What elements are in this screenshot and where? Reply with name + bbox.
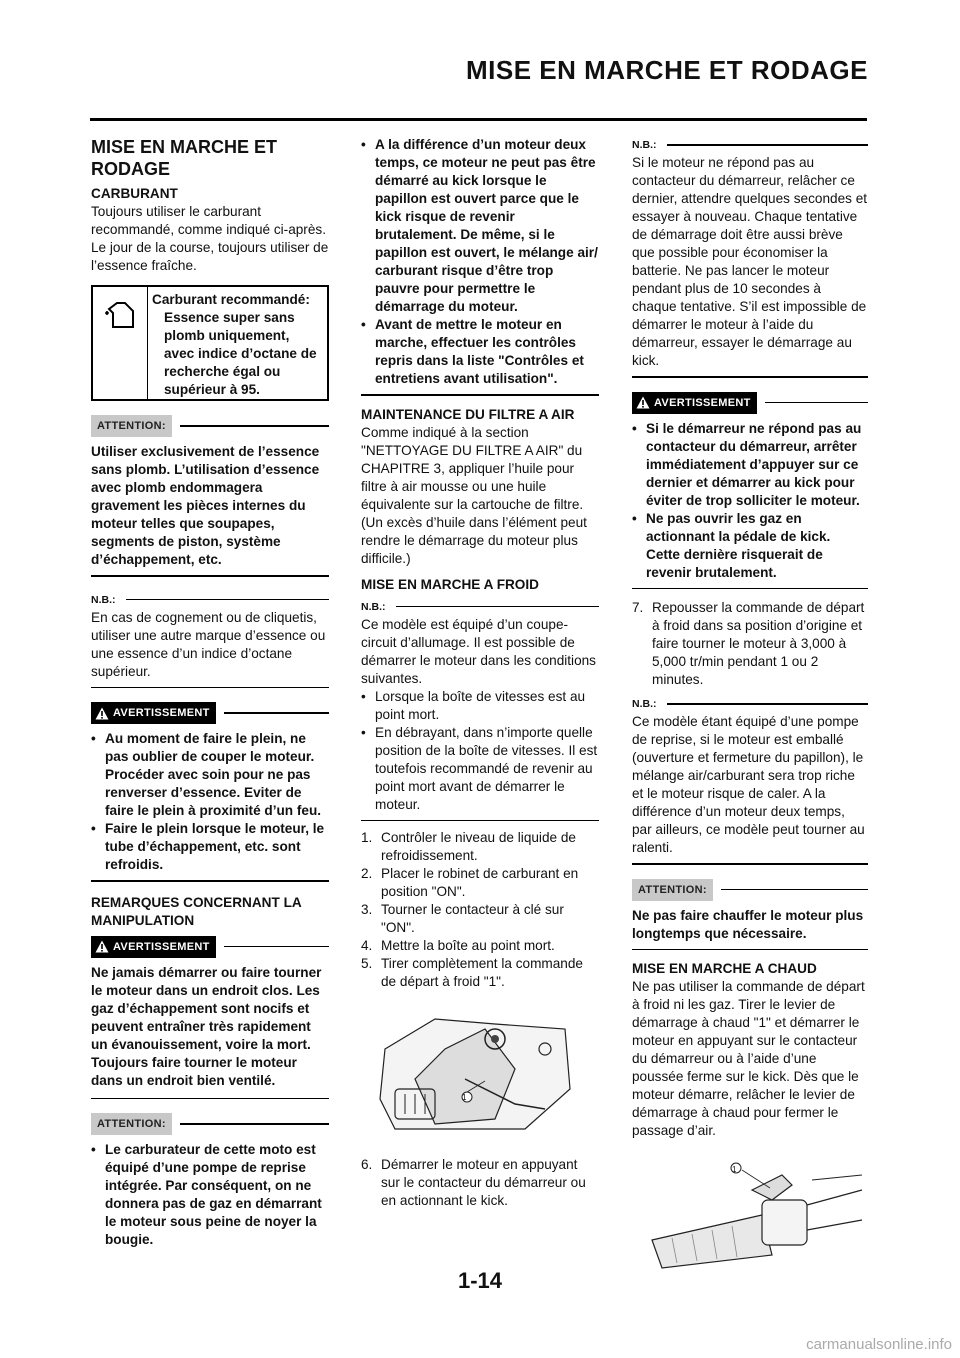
fuel-box-detail: Essence super sans plomb uniquement, avec indice d’octane de recherche égal ou supérieur à 95.	[164, 310, 317, 397]
warning-list-3	[632, 420, 868, 582]
nb-text-3: Si le moteur ne répond pas au contacteur du démarreur, relâcher ce dernier, attendre quelques secondes et essayer à nouveau. Chaque tentative de démarrage doit être aussi brève que possible pour économiser la batterie. Ne pas lancer le moteur pendant plus de 10 secondes à chaque tentative. S’il est impossible de démarrer le moteur à l’aide du démarreur, essayer le démarrage au kick.	[632, 155, 868, 368]
warning-end-rule	[91, 1098, 329, 1100]
warning-triangle-icon	[636, 396, 650, 409]
list-item: • Avant de mettre le moteur en marche, effectuer les contrôles repris dans la liste "Contrôles et entretiens avant utilisation".	[361, 317, 584, 386]
warning-end-rule	[91, 880, 329, 882]
nb-text-1: En cas de cognement ou de cliquetis, utiliser une autre marque d’essence ou une essence d’un indice d’octane supérieur.	[91, 609, 326, 679]
list-item: • En débrayant, dans n’importe quelle position de la boîte de vitesses. Il est toutefois recommandé de revenir au point mort avant de démarrer le moteur.	[361, 724, 598, 812]
warning-label-2: AVERTISSEMENT	[91, 936, 329, 958]
fuel-box-title: Carburant recommandé:	[152, 292, 310, 307]
figure-callout-1: 1	[462, 1093, 467, 1102]
fuel-recommendation-box	[91, 285, 329, 401]
nb-text-4: Ce modèle étant équipé d’une pompe de reprise, si le moteur est emballé (ouverture et fermeture du papillon), le mélange air/carburant sera trop riche et le moteur risque de caler. A la différence d’un moteur deux temps, par ailleurs, ce modèle peut tourner au ralenti.	[632, 714, 865, 855]
attention-end-rule	[361, 394, 599, 396]
step-6	[361, 1156, 599, 1210]
nb-label-2: N.B.:	[361, 598, 599, 616]
warning-triangle-icon	[95, 940, 109, 953]
list-item: 4. Mettre la boîte au point mort.	[361, 938, 555, 953]
attention-label-1: ATTENTION:	[91, 415, 329, 437]
nb-label-4: N.B.:	[632, 695, 868, 713]
engine-figure-illustration	[375, 1009, 575, 1134]
section-title: MISE EN MARCHE ET RODAGE	[91, 137, 278, 179]
warning-list-1	[91, 730, 329, 874]
attention-label-3: ATTENTION:	[632, 879, 868, 901]
chaud-text: Ne pas utiliser la commande de départ à froid ni les gaz. Tirer le levier de démarrage à chaud "1" et démarrer le moteur en appuyant sur le contacteur du démarreur ou à l’aide d’une poussée ferme sur le kick. Dès que le moteur démarre, relâcher le levier de démarrage à chaud pour fermer le passage d’air.	[632, 979, 865, 1138]
header-rule	[90, 118, 867, 121]
cold-start-figure	[375, 1009, 575, 1134]
attention-list-2	[91, 1141, 329, 1249]
list-item: • Ne pas ouvrir les gaz en actionnant la pédale de kick. Cette dernière risquerait de revenir brutalement.	[632, 510, 831, 580]
handlebar-figure-illustration	[632, 1160, 868, 1270]
watermark: carmanualsonline.info	[806, 1336, 952, 1353]
list-item: • Faire le plein lorsque le moteur, le tube d’échappement, etc. sont refroidis.	[91, 821, 325, 872]
attention-end-rule	[632, 949, 868, 951]
filtre-text: Comme indiqué à la section "NETTOYAGE DU FILTRE A AIR" du CHAPITRE 3, appliquer l’huile pour filtre à air mousse ou une huile équivalente sur la cartouche de filtre. (Un excès d’huile dans l’élément peut rendre le démarrage du moteur plus difficile.)	[361, 424, 587, 566]
column-1	[91, 136, 329, 1249]
nb-label-3: N.B.:	[632, 136, 868, 154]
nb-end-rule	[632, 863, 868, 865]
warning-text-2: Ne jamais démarrer ou faire tourner le moteur dans un endroit clos. Les gaz d’échappement sont nocifs et peuvent entraîner très rapidement un évanouissement, voire la mort. Toujours faire tourner le moteur dans un endroit bien ventilé.	[91, 964, 322, 1088]
figure-callout-1: 1	[732, 1165, 737, 1174]
column-3	[632, 136, 868, 1270]
warning-triangle-icon	[95, 707, 109, 720]
attention-continued-list	[361, 136, 599, 388]
nb-end-rule	[632, 376, 868, 378]
filtre-heading: MAINTENANCE DU FILTRE A AIR	[361, 406, 575, 422]
list-item: • Au moment de faire le plein, ne pas oublier de couper le moteur. Procéder avec soin pour ne pas renverser d’essence. Eviter de faire le plein à proximité d’un feu.	[91, 731, 322, 818]
carburant-heading: CARBURANT	[91, 186, 178, 201]
nb-text-2: Ce modèle est équipé d’un coupe-circuit d’allumage. Il est possible de démarrer le moteur dans les conditions suivantes.	[361, 616, 596, 686]
list-item: 2. Placer le robinet de carburant en position "ON".	[361, 866, 579, 899]
attention-end-rule	[91, 575, 329, 577]
list-item: 5. Tirer complètement la commande de départ à froid "1".	[361, 956, 583, 989]
list-item: • Le carburateur de cette moto est équipé d’une pompe de reprise intégrée. Par conséquent, on ne donnera pas de gaz en démarrant le moteur sous peine de noyer la bougie.	[91, 1142, 322, 1247]
attention-label-2: ATTENTION:	[91, 1113, 329, 1135]
column-2	[361, 136, 599, 1210]
page-number: 1-14	[457, 1268, 503, 1293]
froid-heading: MISE EN MARCHE A FROID	[361, 576, 539, 592]
nb-end-rule	[361, 820, 599, 822]
list-item: 1. Contrôler le niveau de liquide de refroidissement.	[361, 830, 576, 863]
hot-start-figure	[632, 1160, 868, 1270]
list-item: • Si le démarreur ne répond pas au contacteur du démarreur, arrêter immédiatement d’appuyer sur ce dernier et démarrer au kick pour éviter de trop solliciter le moteur.	[632, 420, 862, 508]
nb-label-1: N.B.:	[91, 591, 329, 609]
page-header-title: MISE EN MARCHE ET RODAGE	[465, 55, 868, 85]
list-item: 6. Démarrer le moteur en appuyant sur le contacteur du démarreur ou en actionnant le kick.	[361, 1157, 586, 1208]
nb-list-2	[361, 688, 599, 814]
list-item: • Lorsque la boîte de vitesses est au point mort.	[361, 688, 586, 722]
attention-text-1: Utiliser exclusivement de l’essence sans plomb. L’utilisation d’essence avec plomb endommagera gravement les pièces internes du moteur telles que soupapes, segments de piston, système d’échappement, etc.	[91, 444, 320, 567]
warning-label-3: AVERTISSEMENT	[632, 392, 868, 414]
chaud-heading: MISE EN MARCHE A CHAUD	[632, 961, 817, 976]
list-item: • A la différence d’un moteur deux temps, ce moteur ne peut pas être démarré au kick lorsque le papillon est ouvert parce que le kick risque de revenir brutalement. De même, si le papillon est ouvert, le mélange air/ carburant risque d’être trop pauvre pour permettre le démarrage du moteur.	[361, 137, 598, 314]
nb-end-rule	[91, 687, 329, 689]
fuel-can-icon	[103, 299, 137, 329]
remarques-heading: REMARQUES CONCERNANT LA MANIPULATION	[91, 894, 302, 928]
carburant-text: Toujours utiliser le carburant recommandé, comme indiqué ci-après. Le jour de la course, toujours utiliser de l’essence fraîche.	[91, 204, 329, 273]
list-item: 7. Repousser la commande de départ à froid dans sa position d’origine et faire tourner le moteur à 3,000 à 5,000 tr/min pendant 1 ou 2 minutes.	[632, 600, 865, 687]
attention-text-3: Ne pas faire chauffer le moteur plus longtemps que nécessaire.	[632, 907, 864, 941]
list-item: 3. Tourner le contacteur à clé sur "ON".	[361, 902, 564, 935]
warning-label-1: AVERTISSEMENT	[91, 702, 329, 724]
warning-end-rule	[632, 588, 868, 590]
steps-list	[361, 829, 599, 991]
step-7	[632, 599, 868, 689]
